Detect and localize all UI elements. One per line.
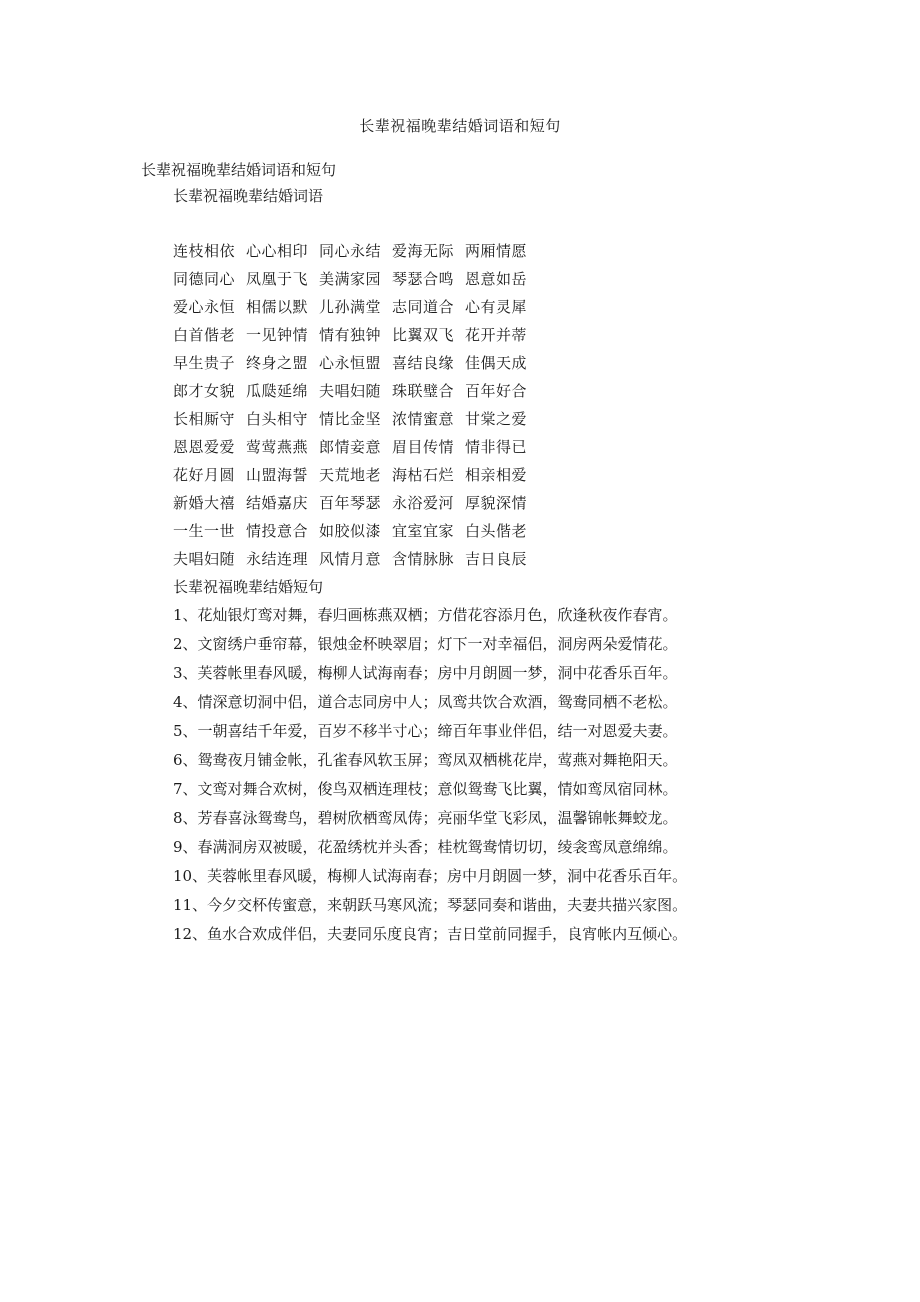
idiom-item: 永浴爱河 (392, 494, 455, 512)
idiom-row (173, 461, 861, 489)
idiom-row (173, 433, 861, 461)
phrase-item: 5、一朝喜结千年爱，百岁不移半寸心；缔百年事业伴侣，结一对恩爱夫妻。 (173, 722, 678, 740)
idiom-item: 比翼双飞 (392, 326, 455, 344)
idiom-item: 如胶似漆 (319, 522, 382, 540)
idiom-item: 早生贵子 (173, 354, 236, 372)
idiom-item: 新婚大禧 (173, 494, 236, 512)
idiom-item: 白头相守 (246, 410, 309, 428)
idiom-item: 心心相印 (246, 242, 309, 260)
idiom-item: 风情月意 (319, 550, 382, 568)
idiom-item: 郎才女貌 (173, 382, 236, 400)
phrase-item: 6、鸳鸯夜月铺金帐，孔雀春风软玉屏；鸾凤双栖桃花岸，莺燕对舞艳阳天。 (173, 751, 678, 769)
idiom-item: 郎情妾意 (319, 438, 382, 456)
idiom-row (173, 237, 861, 265)
idiom-item: 一见钟情 (246, 326, 309, 344)
idiom-item: 一生一世 (173, 522, 236, 540)
idiom-item: 终身之盟 (246, 354, 309, 372)
idiom-item: 花开并蒂 (465, 326, 528, 344)
idiom-item: 相儒以默 (246, 298, 309, 316)
idiom-item: 美满家园 (319, 270, 382, 288)
idiom-list (141, 237, 861, 573)
idiom-row (173, 405, 861, 433)
idiom-item: 同心永结 (319, 242, 382, 260)
idiom-item: 宜室宜家 (392, 522, 455, 540)
idiom-row (173, 517, 861, 545)
idiom-item: 百年琴瑟 (319, 494, 382, 512)
idiom-row (173, 321, 861, 349)
phrase-item: 1、花灿银灯鸾对舞，春归画栋燕双栖；方借花容添月色，欣逢秋夜作春宵。 (173, 606, 678, 624)
idiom-item: 珠联璧合 (392, 382, 455, 400)
phrase-list (141, 601, 861, 949)
idiom-item: 百年好合 (465, 382, 528, 400)
phrase-item: 9、春满洞房双被暖，花盈绣枕并头香；桂枕鸳鸯情切切，绫衾鸾凤意绵绵。 (173, 838, 678, 856)
idiom-item: 白首偕老 (173, 326, 236, 344)
idiom-item: 恩意如岳 (465, 270, 528, 288)
idiom-item: 莺莺燕燕 (246, 438, 309, 456)
idiom-item: 长相厮守 (173, 410, 236, 428)
idiom-row (173, 349, 861, 377)
idiom-row (173, 545, 861, 573)
idiom-item: 爱海无际 (392, 242, 455, 260)
idiom-row (173, 377, 861, 405)
idiom-item: 情比金坚 (319, 410, 382, 428)
idiom-item: 永结连理 (246, 550, 309, 568)
document-title: 长辈祝福晚辈结婚词语和短句 (359, 117, 561, 135)
blank-line (141, 209, 861, 237)
idiom-item: 结婚嘉庆 (246, 494, 309, 512)
idiom-item: 情非得已 (465, 438, 528, 456)
idiom-item: 同德同心 (173, 270, 236, 288)
phrase-item: 7、文鸾对舞合欢树，俊鸟双栖连理枝；意似鸳鸯飞比翼，情如鸾凤宿同林。 (173, 780, 678, 798)
idiom-item: 厚貌深情 (465, 494, 528, 512)
idiom-item: 志同道合 (392, 298, 455, 316)
idiom-item: 眉目传情 (392, 438, 455, 456)
idiom-item: 花好月圆 (173, 466, 236, 484)
idiom-item: 凤凰于飞 (246, 270, 309, 288)
idiom-item: 儿孙满堂 (319, 298, 382, 316)
idiom-item: 相亲相爱 (465, 466, 528, 484)
idiom-item: 浓情蜜意 (392, 410, 455, 428)
idiom-item: 情投意合 (246, 522, 309, 540)
idiom-item: 山盟海誓 (246, 466, 309, 484)
idiom-row (173, 293, 861, 321)
section-words-heading: 长辈祝福晚辈结婚词语 (173, 187, 324, 205)
idiom-item: 心有灵犀 (465, 298, 528, 316)
idiom-item: 瓜瓞延绵 (246, 382, 309, 400)
idiom-item: 琴瑟合鸣 (392, 270, 455, 288)
phrase-item: 3、芙蓉帐里春风暖，梅柳人试海南春；房中月朗圆一梦，洞中花香乐百年。 (173, 664, 678, 682)
idiom-item: 含情脉脉 (392, 550, 455, 568)
idiom-item: 恩恩爱爱 (173, 438, 236, 456)
phrase-item: 11、今夕交杯传蜜意，来朝跃马寒风流；琴瑟同奏和谐曲，夫妻共描兴家图。 (173, 896, 688, 914)
idiom-row (173, 265, 861, 293)
idiom-item: 白头偕老 (465, 522, 528, 540)
idiom-item: 心永恒盟 (319, 354, 382, 372)
idiom-item: 喜结良缘 (392, 354, 455, 372)
main-heading: 长辈祝福晚辈结婚词语和短句 (141, 161, 337, 179)
idiom-item: 爱心永恒 (173, 298, 236, 316)
idiom-item: 吉日良辰 (465, 550, 528, 568)
document-body (141, 157, 861, 949)
idiom-item: 夫唱妇随 (319, 382, 382, 400)
idiom-item: 两厢情愿 (465, 242, 528, 260)
idiom-item: 夫唱妇随 (173, 550, 236, 568)
phrase-item: 2、文窗绣户垂帘幕，银烛金杯映翠眉；灯下一对幸福侣，洞房两朵爱情花。 (173, 635, 678, 653)
idiom-item: 连枝相依 (173, 242, 236, 260)
idiom-row (173, 489, 861, 517)
idiom-item: 海枯石烂 (392, 466, 455, 484)
phrase-item: 12、鱼水合欢成伴侣，夫妻同乐度良宵；吉日堂前同握手，良宵帐内互倾心。 (173, 925, 688, 943)
idiom-item: 情有独钟 (319, 326, 382, 344)
phrase-item: 10、芙蓉帐里春风暖，梅柳人试海南春；房中月朗圆一梦，洞中花香乐百年。 (173, 867, 688, 885)
phrase-item: 8、芳春喜泳鸳鸯鸟，碧树欣栖鸾凤俦；亮丽华堂飞彩凤，温馨锦帐舞蛟龙。 (173, 809, 678, 827)
idiom-item: 甘棠之爱 (465, 410, 528, 428)
phrase-item: 4、情深意切洞中侣，道合志同房中人；凤鸾共饮合欢酒，鸳鸯同栖不老松。 (173, 693, 678, 711)
section-phrases-heading: 长辈祝福晚辈结婚短句 (173, 578, 324, 596)
idiom-item: 天荒地老 (319, 466, 382, 484)
idiom-item: 佳偶天成 (465, 354, 528, 372)
